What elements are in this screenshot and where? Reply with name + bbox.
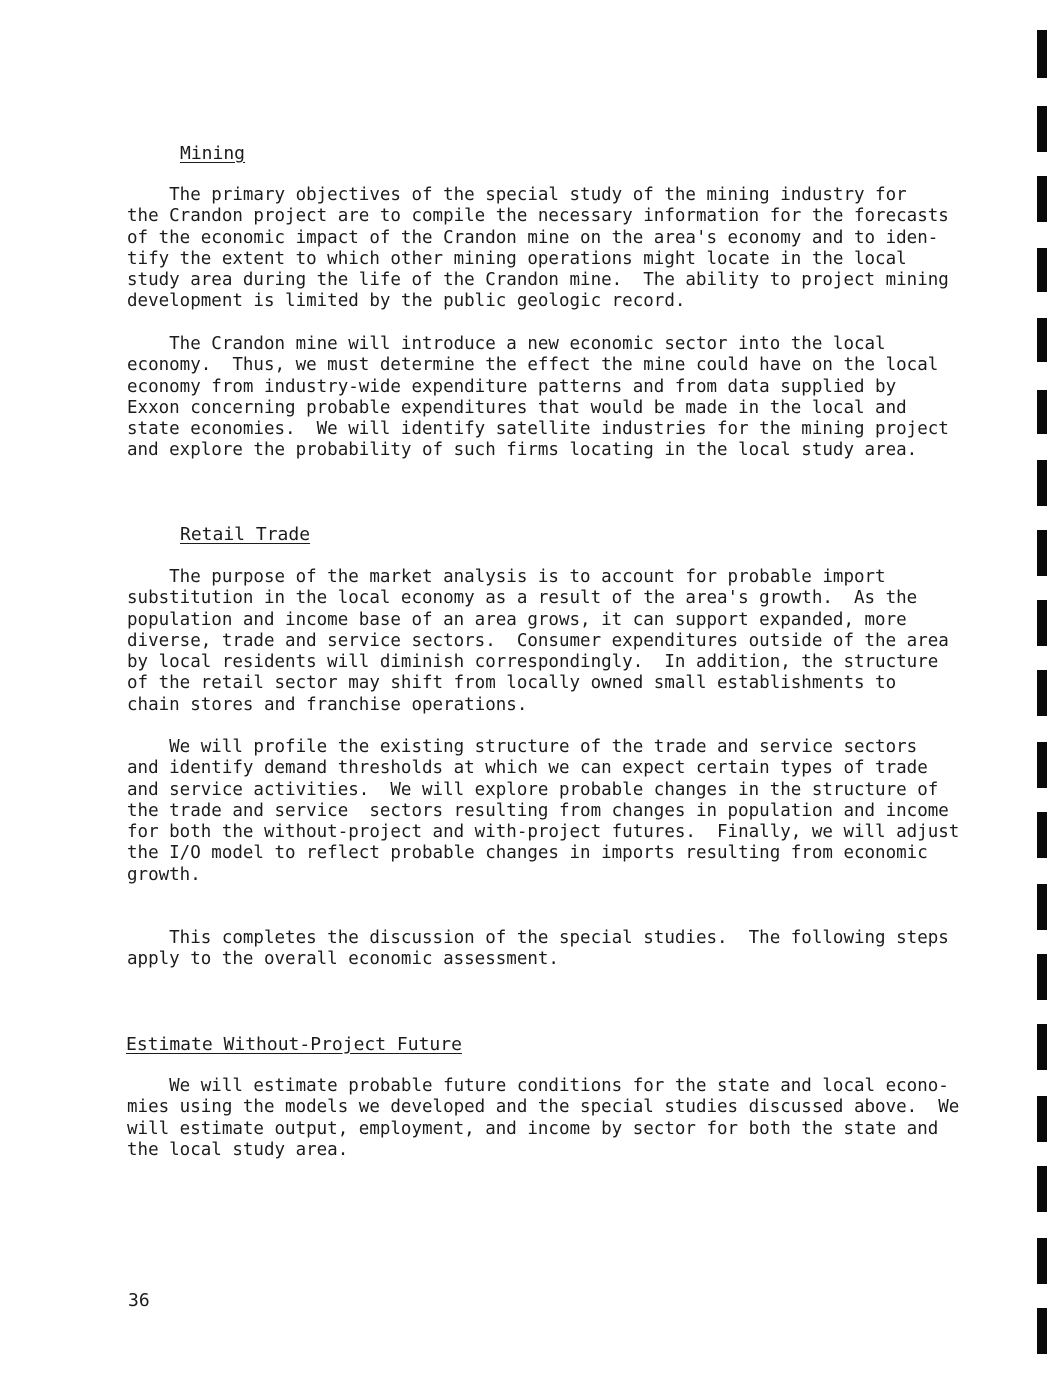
binding-mark (1037, 176, 1047, 222)
binding-mark (1037, 670, 1047, 716)
binding-mark (1037, 1308, 1047, 1354)
text-line: will estimate output, employment, and income by sector for both the state and (127, 1118, 939, 1139)
text-line: growth. (127, 864, 201, 885)
section-heading-mining: Mining (180, 143, 246, 164)
retail-paragraph-2 (127, 737, 987, 886)
text-line: and service activities. We will explore probable changes in the structure of (127, 779, 939, 800)
binding-mark (1037, 1238, 1047, 1284)
text-line: apply to the overall economic assessment. (127, 949, 559, 970)
text-line: for both the without-project and with-project futures. Finally, we will adjust (127, 822, 960, 843)
section-heading-without-project-future: Estimate Without-Project Future (126, 1034, 462, 1055)
text-line: economy. Thus, we must determine the effect the mine could have on the local (127, 355, 939, 376)
binding-mark (1037, 318, 1047, 362)
retail-paragraph-1 (127, 567, 987, 716)
text-line: by local residents will diminish correspondingly. In addition, the structure (127, 652, 939, 673)
text-line: The Crandon mine will introduce a new economic sector into the local (127, 334, 886, 354)
retail-paragraph-3 (127, 928, 987, 971)
text-line: mies using the models we developed and the special studies discussed above. We (127, 1097, 960, 1118)
binding-mark (1037, 600, 1047, 646)
binding-mark (1037, 390, 1047, 434)
binding-mark (1037, 460, 1047, 506)
text-line: the I/O model to reflect probable changes in imports resulting from economic (127, 843, 928, 864)
text-line: the Crandon project are to compile the necessary information for the forecasts (127, 206, 949, 227)
text-line: We will profile the existing structure of the trade and service sectors (127, 737, 918, 757)
text-line: of the retail sector may shift from locally owned small establishments to (127, 673, 897, 694)
text-line: of the economic impact of the Crandon mine on the area's economy and to iden- (127, 227, 939, 248)
binding-mark (1037, 1166, 1047, 1212)
mining-paragraph-1 (127, 185, 987, 313)
text-line: The primary objectives of the special study of the mining industry for (127, 185, 907, 205)
text-line: and explore the probability of such firms locating in the local study area. (127, 440, 918, 461)
binding-mark (1037, 954, 1047, 1000)
binding-mark (1037, 742, 1047, 788)
mining-paragraph-2 (127, 334, 987, 462)
without-project-paragraph-1 (127, 1076, 987, 1161)
text-line: The purpose of the market analysis is to account for probable import (127, 567, 886, 587)
text-line: This completes the discussion of the special studies. The following steps (127, 928, 949, 948)
binding-mark (1037, 106, 1047, 152)
binding-mark (1037, 30, 1047, 78)
binding-marks (1037, 0, 1051, 1380)
text-line: diverse, trade and service sectors. Consumer expenditures outside of the area (127, 630, 949, 651)
text-line: state economies. We will identify satellite industries for the mining project (127, 419, 949, 440)
page-number: 36 (128, 1290, 150, 1311)
binding-mark (1037, 812, 1047, 858)
text-line: the local study area. (127, 1139, 349, 1160)
binding-mark (1037, 884, 1047, 930)
binding-mark (1037, 530, 1047, 576)
binding-mark (1037, 248, 1047, 292)
text-line: chain stores and franchise operations. (127, 694, 528, 715)
binding-mark (1037, 1024, 1047, 1070)
text-line: the trade and service sectors resulting from changes in population and income (127, 800, 949, 821)
text-line: study area during the life of the Crandon mine. The ability to project mining (127, 270, 949, 291)
text-line: economy from industry-wide expenditure patterns and from data supplied by (127, 376, 897, 397)
text-line: and identify demand thresholds at which we can expect certain types of trade (127, 758, 928, 779)
section-heading-retail-trade: Retail Trade (180, 524, 311, 545)
text-line: population and income base of an area grows, it can support expanded, more (127, 609, 907, 630)
text-line: tify the extent to which other mining operations might locate in the local (127, 248, 907, 269)
text-line: Exxon concerning probable expenditures that would be made in the local and (127, 397, 907, 418)
text-line: development is limited by the public geologic record. (127, 291, 686, 312)
binding-mark (1037, 1096, 1047, 1142)
text-line: substitution in the local economy as a result of the area's growth. As the (127, 588, 918, 609)
text-line: We will estimate probable future conditions for the state and local econo- (127, 1076, 949, 1096)
